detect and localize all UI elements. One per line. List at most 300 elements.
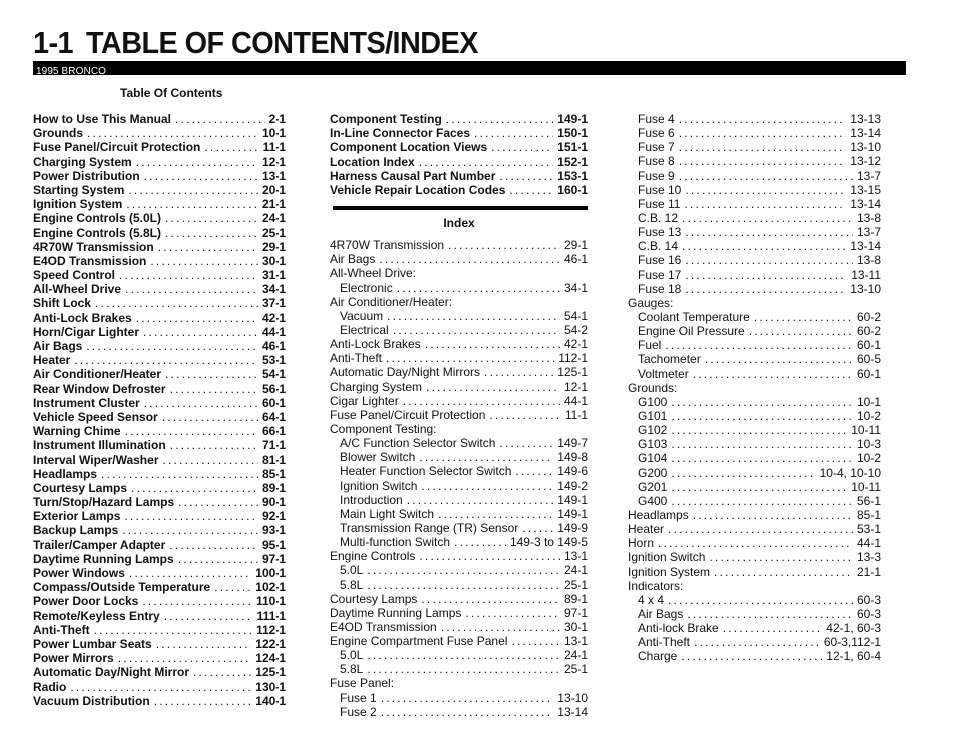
- entry-page-number: 13-14: [850, 196, 881, 211]
- entry-label: Anti-Theft: [330, 351, 383, 366]
- dot-leader: [407, 493, 554, 507]
- dot-leader: [367, 578, 560, 592]
- index-group-heading[interactable]: [330, 422, 588, 436]
- entry-label: Engine Controls (5.8L): [33, 225, 162, 240]
- dot-leader: [682, 239, 846, 253]
- entry-label: Cigar Lighter: [330, 393, 399, 408]
- entry-page-number: 24-1: [563, 648, 588, 663]
- entry-page-number: 112-1: [255, 622, 286, 637]
- entry-label: 5.0L: [340, 648, 364, 663]
- entry-page-number: 13-12: [850, 154, 881, 169]
- entry-label: Fuse 7: [638, 140, 675, 155]
- entry-row[interactable]: [628, 211, 881, 225]
- dot-leader: [419, 450, 553, 464]
- entry-page-number: 12-1: [261, 154, 286, 169]
- entry-label: Instrument Cluster: [33, 395, 140, 410]
- entry-row[interactable]: [33, 566, 286, 580]
- entry-row[interactable]: [330, 662, 588, 676]
- entry-row[interactable]: [628, 395, 881, 409]
- entry-label: Daytime Running Lamps: [330, 605, 462, 620]
- toc-heading: Table Of Contents: [120, 86, 223, 100]
- dot-leader: [178, 552, 258, 566]
- dot-leader: [671, 466, 815, 480]
- entry-row[interactable]: [330, 238, 588, 252]
- entry-row[interactable]: [33, 226, 286, 240]
- entry-row[interactable]: [628, 282, 881, 296]
- dot-leader: [126, 197, 258, 211]
- entry-row[interactable]: [628, 239, 881, 253]
- entry-row[interactable]: [33, 523, 286, 537]
- dot-leader: [671, 423, 847, 437]
- entry-row[interactable]: [330, 606, 588, 620]
- entry-label: Anti-Lock Brakes: [33, 310, 132, 325]
- entry-row[interactable]: [628, 466, 881, 480]
- entry-label: Interval Wiper/Washer: [33, 452, 159, 467]
- entry-label: G104: [638, 451, 668, 466]
- entry-label: Fuse 1: [340, 690, 377, 705]
- entry-label: Air Bags: [33, 339, 83, 353]
- entry-row[interactable]: [33, 268, 286, 282]
- entry-label: C.B. 12: [638, 210, 679, 225]
- entry-row[interactable]: [628, 494, 881, 508]
- entry-page-number: 60-1: [261, 395, 286, 410]
- entry-page-number: 29-1: [261, 239, 286, 254]
- entry-row[interactable]: [628, 409, 881, 423]
- entry-label: 4R70W Transmission: [33, 239, 154, 254]
- dot-leader: [693, 508, 853, 522]
- dot-leader: [193, 665, 251, 679]
- entry-row[interactable]: [628, 268, 881, 282]
- entry-label: Shift Lock: [33, 296, 92, 311]
- entry-label: Anti-lock Brake: [638, 621, 719, 636]
- entry-page-number: 20-1: [261, 182, 286, 197]
- entry-row[interactable]: [33, 438, 286, 452]
- entry-page-number: 12-1: [563, 379, 588, 394]
- entry-page-number: 102-1: [255, 580, 286, 595]
- entry-page-number: 21-1: [261, 197, 286, 212]
- entry-row[interactable]: [330, 169, 588, 183]
- entry-row[interactable]: [330, 252, 588, 266]
- entry-page-number: 149-7: [557, 436, 588, 451]
- entry-row[interactable]: [330, 521, 588, 535]
- entry-row[interactable]: [330, 634, 588, 648]
- entry-row[interactable]: [33, 240, 286, 254]
- entry-row[interactable]: [33, 495, 286, 509]
- entry-label: Electronic: [340, 280, 393, 295]
- dot-leader: [136, 311, 258, 325]
- dot-leader: [165, 226, 258, 240]
- dot-leader: [499, 169, 553, 183]
- entry-row[interactable]: [330, 155, 588, 169]
- entry-row[interactable]: [330, 309, 588, 323]
- entry-label: Heater: [33, 353, 71, 368]
- dot-leader: [679, 154, 847, 168]
- entry-row[interactable]: [330, 337, 588, 351]
- entry-page-number: 89-1: [261, 480, 286, 495]
- entry-page-number: 53-1: [856, 522, 881, 537]
- entry-page-number: 54-1: [261, 367, 286, 382]
- entry-row[interactable]: [330, 705, 588, 719]
- entry-page-number: 24-1: [563, 563, 588, 578]
- entry-row[interactable]: [628, 225, 881, 239]
- dot-leader: [367, 648, 560, 662]
- entry-page-number: 13-3: [856, 550, 881, 565]
- entry-row[interactable]: [628, 508, 881, 522]
- entry-row[interactable]: [330, 450, 588, 464]
- entry-row[interactable]: [33, 353, 286, 367]
- entry-label: G103: [638, 437, 668, 452]
- dot-leader: [419, 155, 554, 169]
- entry-row[interactable]: [33, 396, 286, 410]
- entry-row[interactable]: [628, 451, 881, 465]
- entry-page-number: 64-1: [261, 409, 286, 424]
- entry-row[interactable]: [330, 394, 588, 408]
- entry-row[interactable]: [33, 467, 286, 481]
- entry-label: Headlamps: [33, 466, 98, 481]
- entry-row[interactable]: [33, 325, 286, 339]
- entry-row[interactable]: [628, 352, 881, 366]
- entry-row[interactable]: [628, 310, 881, 324]
- entry-row[interactable]: [628, 607, 881, 621]
- entry-row[interactable]: [330, 535, 588, 549]
- entry-label: Blower Switch: [340, 450, 416, 465]
- dot-leader: [511, 634, 560, 648]
- entry-page-number: 13-1: [563, 549, 588, 564]
- dot-leader: [491, 140, 553, 154]
- entry-row[interactable]: [628, 126, 881, 140]
- entry-page-number: 160-1: [557, 182, 588, 197]
- index-group-heading[interactable]: [628, 381, 881, 395]
- entry-page-number: 13-10: [850, 140, 881, 155]
- entry-label: Charging System: [330, 379, 423, 394]
- entry-page-number: 60-1: [856, 366, 881, 381]
- entry-row[interactable]: [330, 365, 588, 379]
- dot-leader: [165, 367, 258, 381]
- dot-leader: [381, 691, 554, 705]
- entry-page-number: 2-1: [268, 112, 286, 126]
- dot-leader: [142, 594, 252, 608]
- entry-page-number: 97-1: [563, 605, 588, 620]
- dot-leader: [87, 126, 258, 140]
- entry-row[interactable]: [330, 464, 588, 478]
- entry-row[interactable]: [628, 480, 881, 494]
- dot-leader: [164, 609, 253, 623]
- dot-leader: [671, 494, 853, 508]
- entry-row[interactable]: [33, 637, 286, 651]
- entry-page-number: 42-1, 60-3: [826, 621, 881, 636]
- dot-leader: [162, 410, 258, 424]
- dot-leader: [685, 225, 853, 239]
- dot-leader: [156, 637, 252, 651]
- entry-row[interactable]: [33, 112, 286, 126]
- dot-leader: [419, 549, 560, 563]
- entry-page-number: 149-9: [557, 520, 588, 535]
- entry-label: Power Mirrors: [33, 651, 114, 666]
- entry-row[interactable]: [628, 550, 881, 564]
- dot-leader: [454, 535, 506, 549]
- entry-row[interactable]: [33, 367, 286, 381]
- entry-label: Vehicle Speed Sensor: [33, 409, 158, 424]
- entry-row[interactable]: [628, 437, 881, 451]
- entry-row[interactable]: [330, 691, 588, 705]
- entry-page-number: 34-1: [563, 280, 588, 295]
- entry-row[interactable]: [33, 609, 286, 623]
- entry-page-number: 149-2: [557, 478, 588, 493]
- entry-row[interactable]: [33, 509, 286, 523]
- entry-row[interactable]: [628, 183, 881, 197]
- entry-label: G201: [638, 479, 668, 494]
- entry-label: Vehicle Repair Location Codes: [330, 182, 506, 197]
- entry-row[interactable]: [628, 522, 881, 536]
- dot-leader: [754, 310, 853, 324]
- entry-row[interactable]: [628, 635, 881, 649]
- entry-page-number: 37-1: [261, 296, 286, 311]
- entry-row[interactable]: [33, 339, 286, 353]
- dot-leader: [665, 338, 853, 352]
- entry-row[interactable]: [330, 620, 588, 634]
- entry-page-number: 112-1: [558, 351, 588, 366]
- entry-row[interactable]: [330, 408, 588, 422]
- index-group-heading[interactable]: [330, 295, 588, 309]
- entry-row[interactable]: [33, 282, 286, 296]
- dot-leader: [687, 607, 853, 621]
- entry-row[interactable]: [330, 549, 588, 563]
- entry-label: Ignition Switch: [340, 478, 418, 493]
- dot-leader: [136, 155, 258, 169]
- entry-label: Compass/Outside Temperature: [33, 580, 211, 595]
- entry-row[interactable]: [628, 140, 881, 154]
- entry-page-number: 125-1: [557, 365, 588, 380]
- dot-leader: [131, 481, 258, 495]
- entry-label: Engine Compartment Fuse Panel: [330, 634, 508, 649]
- dot-leader: [709, 550, 853, 564]
- entry-row[interactable]: [33, 594, 286, 608]
- entry-row[interactable]: [33, 651, 286, 665]
- index-group-heading[interactable]: [330, 676, 588, 690]
- entry-label: Fuse 16: [638, 253, 682, 268]
- entry-row[interactable]: [628, 367, 881, 381]
- entry-row[interactable]: [330, 493, 588, 507]
- entry-label: G200: [638, 465, 668, 480]
- entry-page-number: 124-1: [255, 651, 286, 666]
- dot-leader: [74, 353, 258, 367]
- dot-leader: [95, 296, 258, 310]
- entry-page-number: 60-5: [856, 352, 881, 367]
- entry-page-number: 13-10: [557, 690, 588, 705]
- dot-leader: [438, 507, 553, 521]
- entry-row[interactable]: [33, 254, 286, 268]
- entry-row[interactable]: [628, 169, 881, 183]
- dot-leader: [125, 424, 258, 438]
- entry-page-number: 13-8: [856, 210, 881, 225]
- entry-label: Radio: [33, 679, 67, 694]
- entry-label: Turn/Stop/Hazard Lamps: [33, 495, 175, 510]
- entry-label: Anti-Theft: [33, 622, 90, 637]
- entry-label: Heater Function Selector Switch: [340, 464, 512, 479]
- entry-row[interactable]: [330, 351, 588, 365]
- entry-row[interactable]: [330, 281, 588, 295]
- entry-label: A/C Function Selector Switch: [340, 436, 496, 451]
- entry-label: Fuse 11: [638, 196, 681, 211]
- title-text: TABLE OF CONTENTS/INDEX: [86, 25, 478, 60]
- entry-page-number: 13-1: [261, 168, 286, 183]
- dot-leader: [397, 281, 560, 295]
- entry-page-number: 60-2: [856, 309, 881, 324]
- entry-row[interactable]: [628, 253, 881, 267]
- entry-row[interactable]: [33, 296, 286, 310]
- entry-row[interactable]: [330, 563, 588, 577]
- dot-leader: [685, 282, 846, 296]
- dot-leader: [393, 323, 560, 337]
- dot-leader: [70, 680, 251, 694]
- entry-row[interactable]: [330, 648, 588, 662]
- entry-page-number: 25-1: [563, 662, 588, 677]
- dot-leader: [94, 623, 252, 637]
- dot-leader: [128, 183, 258, 197]
- entry-label: Fuse 9: [638, 168, 675, 183]
- dot-leader: [122, 523, 258, 537]
- dot-leader: [658, 536, 853, 550]
- entry-row[interactable]: [628, 536, 881, 550]
- entry-label: Ignition System: [33, 197, 123, 212]
- dot-leader: [381, 705, 554, 719]
- entry-row[interactable]: [33, 424, 286, 438]
- entry-row[interactable]: [628, 593, 881, 607]
- entry-row[interactable]: [33, 410, 286, 424]
- entry-page-number: 149-1: [557, 112, 588, 126]
- entry-row[interactable]: [330, 183, 588, 197]
- entry-label: Fuse Panel:: [330, 676, 395, 691]
- entry-label: Heater: [628, 522, 665, 537]
- index-group-heading[interactable]: [628, 579, 881, 593]
- entry-row[interactable]: [330, 126, 588, 140]
- entry-row[interactable]: [330, 436, 588, 450]
- entry-row[interactable]: [628, 324, 881, 338]
- entry-row[interactable]: [33, 680, 286, 694]
- entry-label: C.B. 14: [638, 239, 679, 254]
- entry-label: Fuse 13: [638, 225, 682, 240]
- toc-column-2: [330, 112, 588, 197]
- entry-label: Backup Lamps: [33, 523, 119, 538]
- entry-row[interactable]: [33, 197, 286, 211]
- entry-row[interactable]: [330, 479, 588, 493]
- entry-label: 5.8L: [340, 662, 364, 677]
- dot-leader: [162, 453, 257, 467]
- entry-label: Component Location Views: [330, 140, 488, 155]
- entry-label: G102: [638, 423, 668, 438]
- entry-page-number: 42-1: [563, 337, 588, 352]
- entry-row[interactable]: [33, 453, 286, 467]
- entry-row[interactable]: [33, 481, 286, 495]
- dot-leader: [158, 240, 258, 254]
- entry-row[interactable]: [628, 649, 881, 663]
- entry-label: How to Use This Manual: [33, 112, 172, 126]
- entry-label: Courtesy Lamps: [330, 591, 418, 606]
- entry-label: Engine Controls (5.0L): [33, 211, 162, 226]
- dot-leader: [144, 396, 258, 410]
- entry-label: Fuse 10: [638, 182, 682, 197]
- entry-row[interactable]: [33, 552, 286, 566]
- entry-page-number: 71-1: [261, 438, 286, 453]
- entry-page-number: 30-1: [563, 619, 588, 634]
- entry-label: Speed Control: [33, 268, 116, 283]
- entry-row[interactable]: [33, 623, 286, 637]
- entry-label: G400: [638, 493, 668, 508]
- entry-row[interactable]: [330, 380, 588, 394]
- entry-page-number: 149-6: [557, 464, 588, 479]
- vehicle-banner: [33, 61, 906, 75]
- entry-row[interactable]: [33, 580, 286, 594]
- entry-row[interactable]: [330, 112, 588, 126]
- entry-row[interactable]: [33, 694, 286, 708]
- entry-page-number: 34-1: [261, 282, 286, 297]
- dot-leader: [705, 352, 853, 366]
- index-group-heading[interactable]: [628, 296, 881, 310]
- entry-row[interactable]: [628, 423, 881, 437]
- dot-leader: [125, 282, 258, 296]
- entry-row[interactable]: [33, 169, 286, 183]
- dot-leader: [214, 580, 251, 594]
- dot-leader: [509, 183, 553, 197]
- entry-row[interactable]: [33, 126, 286, 140]
- entry-row[interactable]: [33, 665, 286, 679]
- dot-leader: [671, 437, 853, 451]
- entry-page-number: 93-1: [261, 523, 286, 538]
- entry-label: Anti-Lock Brakes: [330, 337, 421, 352]
- entry-row[interactable]: [628, 565, 881, 579]
- entry-label: Exterior Lamps: [33, 509, 121, 524]
- entry-row[interactable]: [330, 578, 588, 592]
- entry-row[interactable]: [33, 155, 286, 169]
- entry-label: Tachometer: [638, 352, 701, 367]
- entry-page-number: 53-1: [261, 353, 286, 368]
- entry-row[interactable]: [33, 311, 286, 325]
- entry-row[interactable]: [330, 507, 588, 521]
- entry-row[interactable]: [330, 323, 588, 337]
- entry-page-number: 85-1: [261, 466, 286, 481]
- entry-page-number: 60-3,112-1: [823, 635, 881, 650]
- entry-label: 4 x 4: [638, 592, 665, 607]
- index-column-2: [330, 238, 588, 719]
- entry-label: Starting System: [33, 182, 125, 197]
- entry-page-number: 95-1: [261, 537, 286, 552]
- index-group-heading[interactable]: [330, 266, 588, 280]
- entry-row[interactable]: [628, 621, 881, 635]
- entry-row[interactable]: [33, 382, 286, 396]
- entry-row[interactable]: [33, 211, 286, 225]
- dot-leader: [169, 538, 258, 552]
- entry-label: Vacuum: [340, 308, 384, 323]
- entry-row[interactable]: [330, 592, 588, 606]
- dot-leader: [150, 254, 258, 268]
- entry-page-number: 13-7: [856, 168, 881, 183]
- entry-row[interactable]: [33, 183, 286, 197]
- dot-leader: [124, 509, 258, 523]
- entry-label: Voltmeter: [638, 366, 689, 381]
- entry-label: G100: [638, 394, 668, 409]
- entry-page-number: 122-1: [255, 636, 286, 651]
- entry-row[interactable]: [628, 338, 881, 352]
- entry-page-number: 21-1: [856, 564, 881, 579]
- entry-row[interactable]: [628, 197, 881, 211]
- entry-label: Trailer/Camper Adapter: [33, 537, 166, 552]
- dot-leader: [671, 480, 847, 494]
- entry-row[interactable]: [33, 140, 286, 154]
- entry-row[interactable]: [628, 112, 881, 126]
- entry-row[interactable]: [33, 538, 286, 552]
- entry-row[interactable]: [628, 154, 881, 168]
- entry-row[interactable]: [330, 140, 588, 154]
